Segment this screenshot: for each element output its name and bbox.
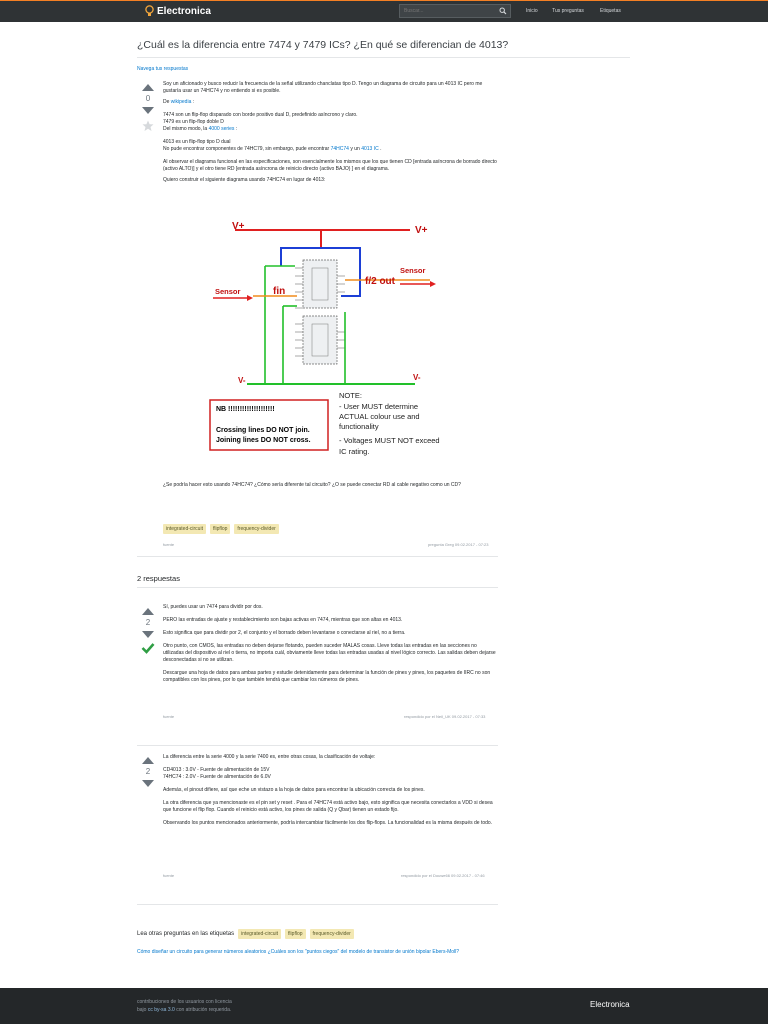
downvote-icon[interactable]: [142, 631, 154, 638]
fin-label: fin: [273, 286, 286, 297]
answer-paragraph: PERO las entradas de ajuste y restablecimiento son bajas activas en 7474, mientras que son altas en 4013.: [163, 617, 403, 623]
tag[interactable]: frequency-divider: [310, 929, 354, 939]
answer-2-meta: respondido por el Douwe66 09.02.2017 - 07:46: [401, 873, 485, 878]
vminus-right-label: V-: [413, 373, 421, 382]
note-title: NOTE:: [339, 391, 362, 400]
4000-series-link[interactable]: 4000 series: [208, 126, 235, 132]
sensor-in-arrowhead: [247, 295, 253, 301]
answers-heading-divider: [137, 587, 498, 588]
answer-paragraph: Esto significa que para dividir por 2, el conjunto y el borrado deben levantarse o conectarse al riel, no a tierra.: [163, 630, 406, 636]
answer-divider: [137, 745, 498, 746]
text: No pude encontrar componentes de 74HC79, sin embargo, pude encontrar: [163, 146, 331, 152]
title-divider: [137, 57, 630, 58]
note-line: - User MUST determine: [339, 402, 419, 411]
answer-vote-count: 2: [145, 767, 151, 776]
note-line: ACTUAL colour use and: [339, 412, 420, 421]
footer-line: con atribución requerida.: [174, 1007, 232, 1013]
question-paragraph: [163, 99, 498, 106]
question-paragraph: Soy un aficionado y busco reducir la frecuencia de la señal utilizando chanclatas tipo D. Tengo un diagrama de circuito para un 4013 IC pero me gustaría usar un 74HC74 y no entiendo si es posible.: [163, 81, 483, 94]
answer-1-vote-panel: [140, 608, 156, 659]
upvote-icon[interactable]: [142, 757, 154, 764]
upvote-icon[interactable]: [142, 84, 154, 91]
nav-tags[interactable]: [600, 0, 621, 22]
related-label: Lea otras preguntas en las etiquetas: [137, 931, 235, 937]
footer-line: contribuciones de los usuarios con licencia: [137, 999, 232, 1005]
favorite-star-icon[interactable]: [142, 120, 154, 132]
sensor-right-label: Sensor: [400, 266, 426, 275]
74hc74-link[interactable]: 74HC74: [330, 146, 349, 152]
question-divider: [137, 556, 498, 557]
nav-home[interactable]: [526, 0, 538, 22]
question-paragraph: [163, 112, 498, 133]
sensor-out-arrowhead: [430, 281, 436, 287]
question-source-link[interactable]: fuente: [163, 542, 175, 547]
downvote-icon[interactable]: [142, 780, 154, 787]
footer-brand[interactable]: Electronica: [590, 1000, 630, 1009]
text: Del mismo modo, la: [163, 126, 209, 132]
text: :: [191, 99, 195, 105]
wikipedia-link[interactable]: wikipedia: [170, 99, 192, 105]
nav-my-questions-label[interactable]: Tus preguntas: [552, 0, 584, 21]
note-block: [339, 391, 440, 456]
answer-paragraph: 74HC74 : 2.0V - Fuente de alimentación de 6.0V: [163, 774, 271, 780]
top-accent-line: [0, 0, 768, 1]
sensor-left-label: Sensor: [215, 287, 241, 296]
lightbulb-icon: [145, 5, 154, 17]
text: :: [234, 126, 238, 132]
answer-2-vote-panel: [140, 757, 156, 787]
nav-home-label[interactable]: Inicio: [526, 8, 538, 14]
downvote-icon[interactable]: [142, 107, 154, 114]
answer-paragraph: Además, el pinout difiere, así que eche un vistazo a la hoja de datos para encontrar la ubicación correcta de los pines.: [163, 787, 425, 793]
related-tags-row: [137, 929, 354, 939]
search-icon[interactable]: [499, 7, 507, 15]
4013-ic-link[interactable]: 4013 IC: [361, 146, 379, 152]
question-paragraph: Al observar el diagrama funcional en las especificaciones, son esencialmente los mismos que los que tienen CD [entrada asíncrona de borrado directo (activo ALTO)] y el otro tiene RD [entrada asíncrona de reinicio directo (activo BAJO) ] en el diagrama.: [163, 159, 497, 172]
note-line: - Voltages MUST NOT exceed: [339, 436, 440, 445]
vplus-right-label: V+: [415, 225, 428, 236]
answer-paragraph: La diferencia entre la serie 4000 y la serie 7400 es, entre otras cosas, la clasificación de voltaje:: [163, 754, 376, 760]
accepted-check-icon: [141, 642, 155, 654]
license-link[interactable]: cc by-sa 3.0: [147, 1007, 175, 1013]
site-logo[interactable]: [145, 3, 211, 19]
answer-paragraph: La otra diferencia que ya mencionaste es el pin set y reset . Para el 74HC74 está activo bajo, esto significa que necesita conectarlos a VDD si desea que funcione el flip flop. Cuando el reinicio está activo, los pines de salida (Q y Qbar) tienen un estado fijo.: [163, 800, 493, 813]
nav-my-questions[interactable]: [546, 0, 590, 22]
tag[interactable]: integrated-circuit: [163, 524, 206, 534]
answers-heading: 2 respuestas: [137, 574, 180, 583]
related-question-link[interactable]: Cómo diseñar un circuito para generar números aleatorios ¿Cuáles son los "puntos ciegos" del modelo de transistor de unión bipolar Ebers-Moll?: [137, 949, 460, 955]
search-input[interactable]: [404, 6, 494, 16]
nb-line-2: Joining lines DO NOT cross.: [216, 437, 311, 444]
answer-1-meta: respondido por el Neil_UK 09.02.2017 - 07:33: [404, 714, 486, 719]
note-line: functionality: [339, 422, 379, 431]
answer-paragraph: Sí, puedes usar un 7474 para dividir por dos.: [163, 604, 263, 610]
nav-tags-label[interactable]: Etiquetas: [600, 8, 621, 14]
vminus-left-label: V-: [238, 376, 246, 385]
site-name: Electronica: [157, 5, 211, 17]
text: .: [378, 146, 382, 152]
vplus-left-label: V+: [232, 221, 245, 232]
text: 7479 es un flip-flop doble D: [163, 119, 224, 125]
browse-answers-link[interactable]: Navega tus respuestas: [137, 66, 189, 72]
top-bar: [0, 0, 768, 22]
flipflop-chip-1: [303, 260, 337, 308]
answer-2-source-link[interactable]: fuente: [163, 873, 175, 878]
question-body: [163, 81, 498, 188]
question-paragraph: Quiero construir el siguiente diagrama usando 74HC74 en lugar de 4013:: [163, 177, 326, 183]
search-box[interactable]: [399, 4, 511, 18]
tag[interactable]: flipflop: [285, 929, 305, 939]
question-tags: [163, 524, 279, 534]
tag[interactable]: integrated-circuit: [238, 929, 281, 939]
text: 7474 son un flip-flop disparado con borde positivo dual D, predefinido asíncrono y claro.: [163, 112, 358, 118]
question-asked-meta: pregunta Greg 09.02.2017 - 07:23: [428, 542, 489, 547]
circuit-diagram: [205, 218, 445, 463]
text: De: [163, 99, 171, 105]
text: 4013 es un flip-flop tipo D dual: [163, 139, 231, 145]
question-vote-panel: [140, 84, 156, 137]
answer-1-source-link[interactable]: fuente: [163, 714, 175, 719]
question-paragraph: ¿Se podría hacer esto usando 74HC74? ¿Cómo sería diferente tal circuito? ¿O se puede conectar RD al cable negativo como un CD?: [163, 482, 461, 488]
nb-line-1: Crossing lines DO NOT join.: [216, 427, 310, 434]
footer: [0, 988, 768, 1024]
answer-paragraph: Observando los puntos mencionados anteriormente, podría intercambiar fácilmente los dos flip-flops. La funcionalidad es la misma después de todo.: [163, 820, 493, 826]
text: y un: [348, 146, 362, 152]
answer-paragraph: Descargue una hoja de datos para ambas partes y estudie detenidamente para determinar la función de pines y pines, los paquetes de IIRC no son compatibles con los pines, por lo que también tendrá que cambiar los números de pines.: [163, 670, 491, 683]
f2-out-label: f/2 out: [365, 276, 395, 287]
answer-vote-count: 2: [145, 618, 151, 627]
answer-paragraph: Otro punto, con CMOS, las entradas no deben dejarse flotando, pueden suceder MALAS cosas. Lleve todas las entradas en las secciones no utilizadas del dispositivo al riel o tierra, no importa cuál, obviamente lleve todas las entradas usadas al nivel lógico correcto. Las salidas deben dejarse desconectadas si no se utilizan.: [163, 643, 496, 663]
question-vote-count: 0: [145, 94, 151, 103]
question-title[interactable]: ¿Cuál es la diferencia entre 7474 y 7479 ICs? ¿En qué se diferencian de 4013?: [137, 39, 509, 51]
note-line: IC rating.: [339, 447, 370, 456]
question-body-continued: [163, 482, 498, 493]
answer-divider: [137, 904, 498, 905]
tag[interactable]: flipflop: [210, 524, 230, 534]
footer-license: [137, 998, 232, 1014]
answer-paragraph: CD4013 : 3.0V - Fuente de alimentación de 15V: [163, 767, 270, 773]
answer-1-body: [163, 604, 498, 688]
footer-line: bajo: [137, 1007, 148, 1013]
question-paragraph: [163, 139, 498, 153]
upvote-icon[interactable]: [142, 608, 154, 615]
answer-2-body: [163, 754, 498, 831]
nb-title: NB !!!!!!!!!!!!!!!!!!!!: [216, 406, 275, 413]
flipflop-chip-2: [303, 316, 337, 364]
tag[interactable]: frequency-divider: [234, 524, 278, 534]
